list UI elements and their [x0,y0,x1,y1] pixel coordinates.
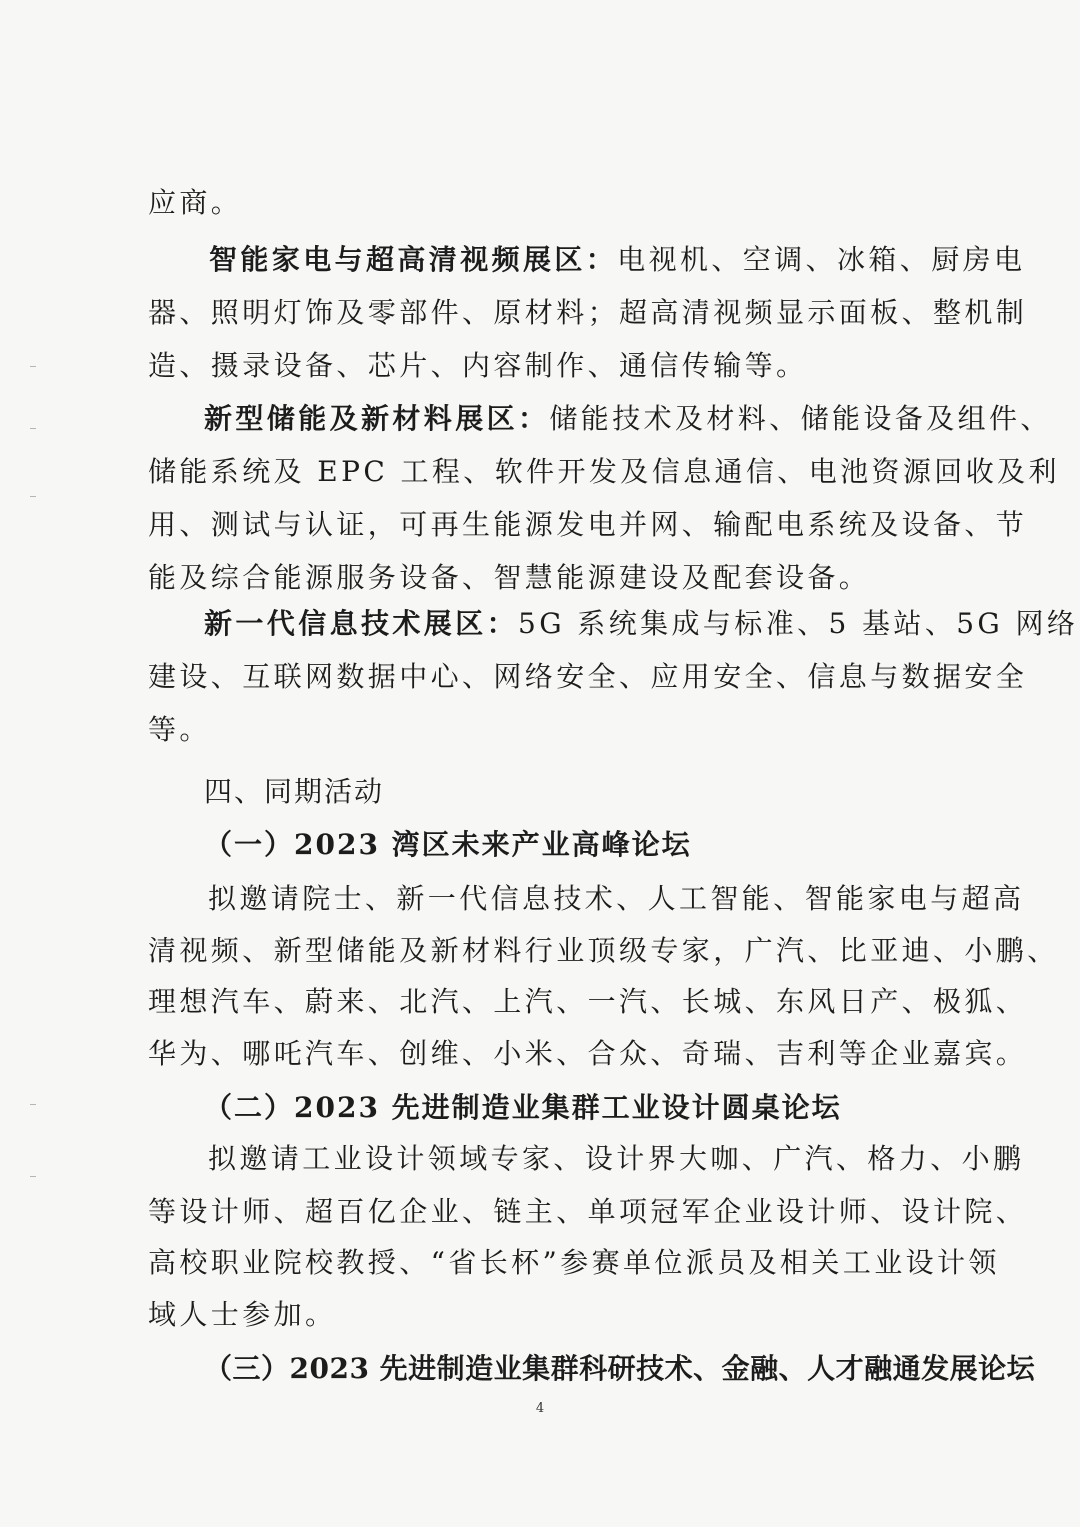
body-line: 能及综合能源服务设备、智慧能源建设及配套设备。 [148,561,871,594]
body-line: 拟邀请院士、新一代信息技术、人工智能、智能家电与超高 [208,882,1025,915]
body-line: 等设计师、超百亿企业、链主、单项冠军企业设计师、设计院、 [148,1195,1028,1228]
body-line: 域人士参加。 [148,1298,337,1331]
zone-heading: 新一代信息技术展区： [204,607,519,640]
body-line: 应商。 [148,186,243,219]
zone-text: 5G 系统集成与标准、5 基站、5G 网络 [518,607,1079,640]
body-line: 清视频、新型储能及新材料行业顶级专家，广汽、比亚迪、小鹏、 [148,934,1059,967]
scan-speck [30,1104,36,1105]
zone-heading: 新型储能及新材料展区： [204,402,550,435]
scan-speck [30,1176,36,1177]
body-line: 拟邀请工业设计领域专家、设计界大咖、广汽、格力、小鹏 [208,1142,1025,1175]
subsection-heading: （三）2023 先进制造业集群科研技术、金融、人才融通发展论坛 [204,1352,1036,1385]
exhibition-zone-line [209,243,1025,277]
body-line: 用、测试与认证，可再生能源发电并网、输配电系统及设备、节 [148,508,1028,541]
body-line: 造、摄录设备、芯片、内容制作、通信传输等。 [148,349,808,382]
exhibition-zone-line [204,607,1078,641]
section-heading: 四、同期活动 [204,775,385,808]
body-line: 高校职业院校教授、“省长杯”参赛单位派员及相关工业设计领 [148,1246,1000,1279]
subsection-heading: （二）2023 先进制造业集群工业设计圆桌论坛 [204,1091,842,1124]
exhibition-zone-line [204,402,1052,436]
scan-speck [30,496,36,497]
body-line: 储能系统及 EPC 工程、软件开发及信息通信、电池资源回收及利 [148,455,1060,488]
scan-speck [30,428,36,429]
body-line: 理想汽车、蔚来、北汽、上汽、一汽、长城、东风日产、极狐、 [148,985,1028,1018]
body-line: 华为、哪吒汽车、创维、小米、合众、奇瑞、吉利等企业嘉宾。 [148,1037,1028,1070]
page-number: 4 [535,1401,545,1416]
body-line: 建设、互联网数据中心、网络安全、应用安全、信息与数据安全 [148,660,1028,693]
zone-text: 电视机、空调、冰箱、厨房电 [617,243,1026,276]
body-line: 器、照明灯饰及零部件、原材料；超高清视频显示面板、整机制 [148,296,1028,329]
zone-heading: 智能家电与超高清视频展区： [209,243,618,276]
scan-speck [30,366,36,367]
zone-text: 储能技术及材料、储能设备及组件、 [549,402,1052,435]
body-line: 等。 [148,713,211,746]
subsection-heading: （一）2023 湾区未来产业高峰论坛 [204,828,692,861]
